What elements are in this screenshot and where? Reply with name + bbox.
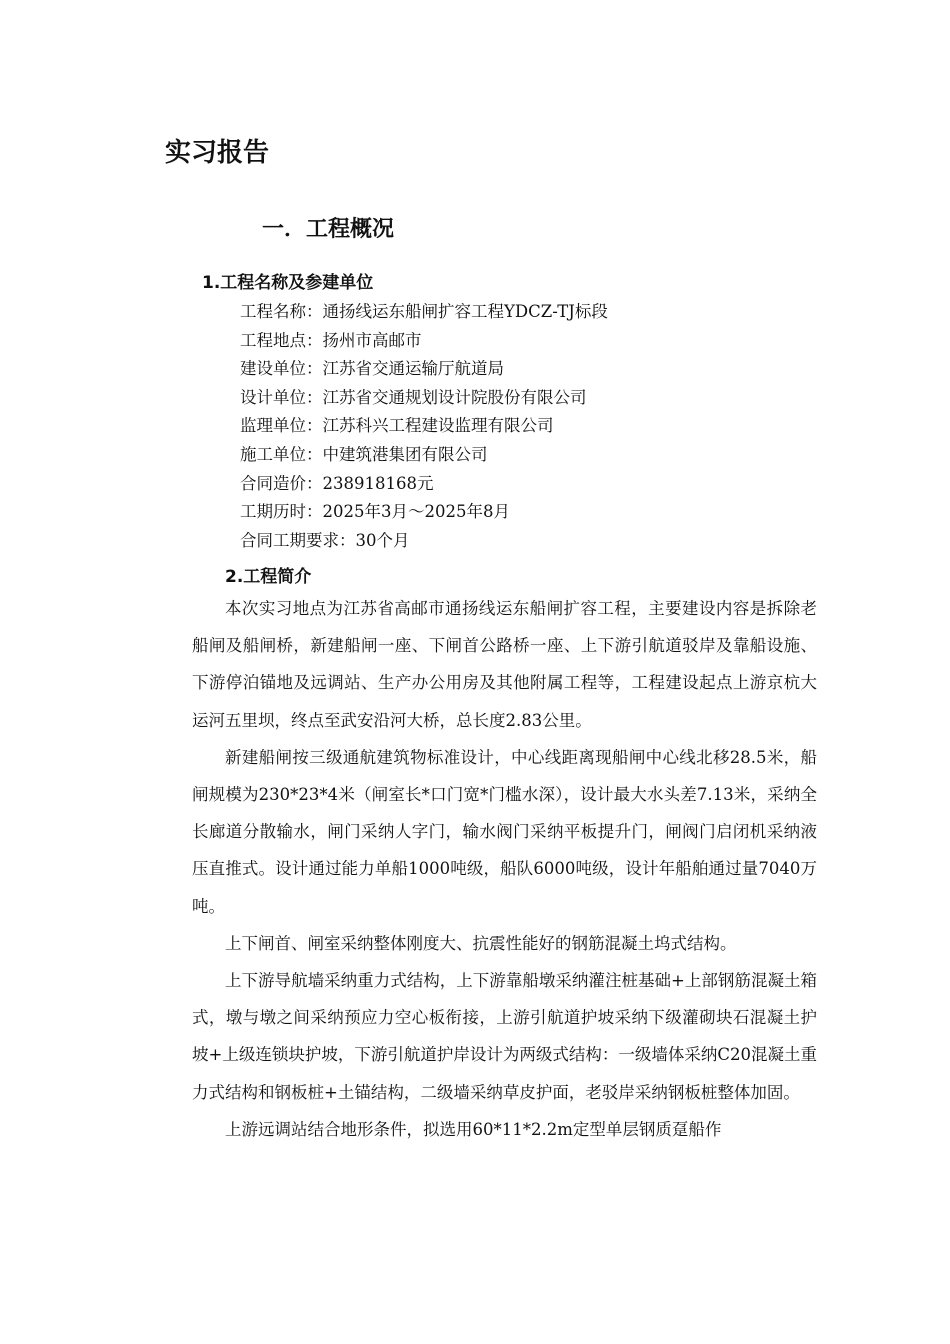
body-paragraph: 本次实习地点为江苏省高邮市通扬线运东船闸扩容工程，主要建设内容是拆除老船闸及船闸桥，新建船闸一座、下闸首公路桥一座、上下游引航道驳岸及靠船设施、下游停泊锚地及远调站、生产办公用房及其他附属工程等，工程建设起点上游京杭大运河五里坝，终点至武安沿河大桥，总长度2.83公里。 bbox=[192, 599, 817, 730]
info-line: 施工单位：中建筑港集团有限公司 bbox=[240, 444, 488, 464]
info-line: 工期历时：2025年3月～2025年8月 bbox=[240, 502, 510, 522]
info-line: 建设单位：江苏省交通运输厅航道局 bbox=[240, 359, 504, 379]
body-paragraph: 上下游导航墙采纳重力式结构，上下游靠船墩采纳灌注桩基础+上部钢筋混凝土箱式，墩与墩之间采纳预应力空心板衔接，上游引航道护坡采纳下级灌砌块石混凝土护坡+上级连锁块护坡，下游引航道护岸设计为两级式结构：一级墙体采纳C20混凝土重力式结构和钢板桩+土锚结构，二级墙采纳草皮护面，老驳岸采纳钢板桩整体加固。 bbox=[192, 971, 817, 1102]
document-title: 实习报告 bbox=[165, 138, 270, 168]
info-line: 设计单位：江苏省交通规划设计院股份有限公司 bbox=[240, 387, 587, 407]
body-paragraph: 上游远调站结合地形条件，拟选用60*11*2.2m定型单层钢质趸船作 bbox=[225, 1119, 722, 1139]
info-line: 合同工期要求：30个月 bbox=[240, 530, 410, 550]
intro-body bbox=[192, 590, 817, 1148]
info-line: 工程地点：扬州市高邮市 bbox=[240, 330, 422, 350]
body-paragraph: 上下闸首、闸室采纳整体刚度大、抗震性能好的钢筋混凝土坞式结构。 bbox=[225, 933, 737, 953]
body-paragraph: 新建船闸按三级通航建筑物标准设计，中心线距离现船闸中心线北移28.5米，船闸规模为230*23*4米（闸室长*口门宽*门槛水深），设计最大水头差7.13米，采纳全长廊道分散输水，闸门采纳人字门，输水阀门采纳平板提升门，闸阀门启闭机采纳液压直推式。设计通过能力单船1000吨级，船队6000吨级，设计年船舶通过量7040万吨。 bbox=[192, 747, 817, 916]
subsection-heading-units: 1.工程名称及参建单位 bbox=[202, 273, 374, 293]
section-heading-overview: 一．工程概况 bbox=[262, 217, 395, 242]
info-line: 工程名称：通扬线运东船闸扩容工程YDCZ-TJ标段 bbox=[240, 302, 608, 321]
subsection-heading-intro: 2.工程简介 bbox=[225, 567, 312, 587]
info-line: 监理单位：江苏科兴工程建设监理有限公司 bbox=[240, 416, 554, 436]
info-line: 合同造价：238918168元 bbox=[240, 473, 434, 493]
project-info-list bbox=[240, 298, 608, 555]
